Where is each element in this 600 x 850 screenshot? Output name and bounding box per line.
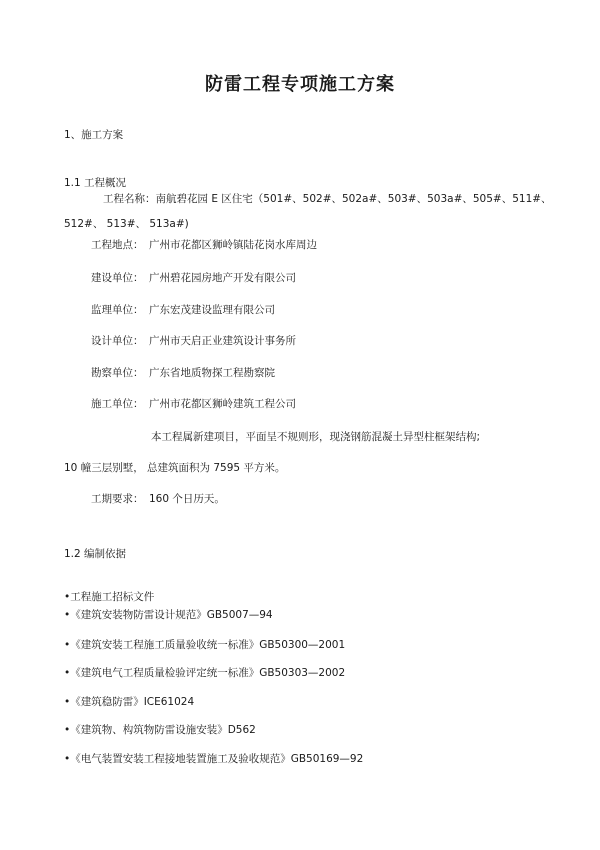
project-name-line2: 512#、 513#、 513a#) [64, 218, 189, 230]
info-value: 广州碧花园房地产开发有限公司 [149, 272, 296, 284]
info-value: 广州市天启正业建筑设计事务所 [149, 335, 296, 347]
duration-value: 160 个日历天。 [149, 493, 225, 505]
info-value: 广东省地质物探工程勘察院 [149, 367, 275, 379]
info-label: 监理单位： [91, 304, 144, 316]
duration-row [91, 492, 225, 506]
basis-item: •《建筑物、构筑物防雷设施安装》D562 [64, 724, 256, 736]
info-row-designer [91, 334, 296, 348]
info-value: 广东宏茂建设监理有限公司 [149, 304, 275, 316]
project-name-line1: 工程名称：南航碧花园 E 区住宅（501#、502#、502a#、503#、503a#、505#、511#、 [103, 193, 552, 205]
description-line1: 本工程属新建项目，平面呈不规则形，现浇钢筋混凝土异型柱框架结构; [151, 431, 481, 443]
info-row-location [91, 238, 317, 252]
description-line2: 10 幢三层别墅， 总建筑面积为 7595 平方米。 [64, 462, 286, 474]
duration-label: 工期要求： [91, 493, 144, 505]
basis-item: •《建筑安装物防雷设计规范》GB5007—94 [64, 609, 273, 621]
info-label: 勘察单位： [91, 367, 144, 379]
basis-item: •《建筑电气工程质量检验评定统一标准》GB50303—2002 [64, 667, 346, 679]
info-label: 设计单位： [91, 335, 144, 347]
info-row-contractor [91, 397, 296, 411]
section-heading-1-2: 1.2 编制依据 [64, 548, 127, 560]
section-heading-1: 1、施工方案 [64, 129, 124, 141]
info-label: 建设单位： [91, 272, 144, 284]
basis-item: •《建筑稳防雷》ICE61024 [64, 696, 195, 708]
basis-item: •工程施工招标文件 [64, 591, 155, 603]
info-row-supervisor [91, 303, 275, 317]
info-label: 施工单位： [91, 398, 144, 410]
info-row-developer [91, 271, 296, 285]
document-title: 防雷工程专项施工方案 [205, 74, 395, 95]
info-value: 广州市花都区狮岭建筑工程公司 [149, 398, 296, 410]
basis-item: •《电气装置安装工程接地装置施工及验收规范》GB50169—92 [64, 753, 364, 765]
info-label: 工程地点： [91, 239, 144, 251]
section-heading-1-1: 1.1 工程概况 [64, 177, 127, 189]
info-row-survey [91, 366, 275, 380]
info-value: 广州市花都区狮岭镇陆花岗水库周边 [149, 239, 317, 251]
basis-item: •《建筑安装工程施工质量验收统一标准》GB50300—2001 [64, 639, 346, 651]
